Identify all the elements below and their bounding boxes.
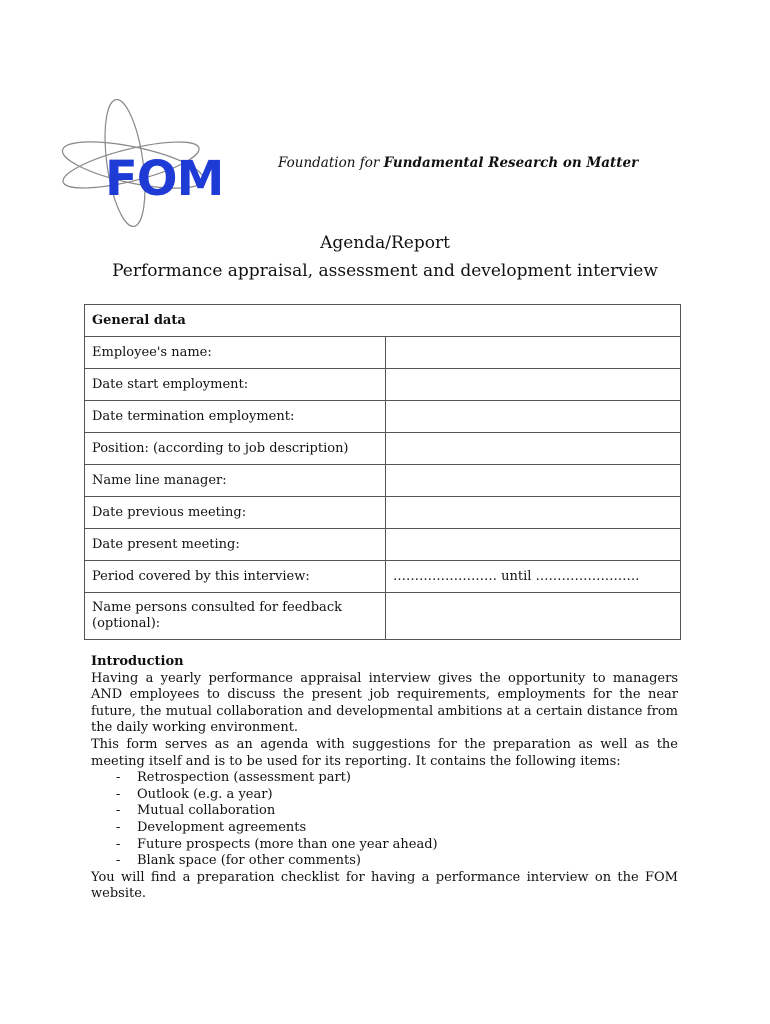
logo-text: FOM: [105, 151, 224, 207]
present-meeting-label: Date present meeting:: [85, 529, 386, 561]
document-title: Agenda/Report: [320, 233, 450, 253]
list-item-text: Retrospection (assessment part): [137, 770, 351, 786]
table-row: [85, 497, 681, 529]
present-meeting-field[interactable]: [386, 529, 681, 561]
list-item: - Mutual collaboration: [116, 803, 276, 819]
list-item-text: Outlook (e.g. a year): [137, 786, 273, 802]
feedback-persons-label: Name persons consulted for feedback (optional):: [85, 593, 386, 640]
general-data-table: [84, 304, 681, 640]
table-row: [85, 337, 681, 369]
foundation-line: [278, 155, 638, 171]
previous-meeting-label: Date previous meeting:: [85, 497, 386, 529]
position-label: Position: (according to job description): [85, 433, 386, 465]
previous-meeting-field[interactable]: [386, 497, 681, 529]
line-manager-field[interactable]: [386, 465, 681, 497]
list-item: - Development agreements: [116, 819, 307, 835]
period-covered-field[interactable]: …………………… until ……………………: [386, 561, 681, 593]
table-row: [85, 465, 681, 497]
introduction-section: [91, 654, 678, 903]
date-termination-field[interactable]: [386, 401, 681, 433]
date-start-field[interactable]: [386, 369, 681, 401]
introduction-heading: Introduction: [91, 654, 184, 669]
table-row: [85, 369, 681, 401]
list-item-text: Mutual collaboration: [137, 803, 276, 819]
list-item-text: Blank space (for other comments): [137, 853, 362, 869]
date-start-label: Date start employment:: [85, 369, 386, 401]
introduction-paragraph: Having a yearly performance appraisal interview gives the opportunity to managers AND employees to discuss the present job requirements, employments for the near future, the mutual collaboration and developmental ambitions at a certain distance from the daily working environment.: [91, 670, 678, 736]
period-covered-label: Period covered by this interview:: [85, 561, 386, 593]
foundation-prefix: Foundation for: [278, 155, 380, 171]
list-item: - Future prospects (more than one year ahead): [116, 836, 438, 852]
employee-name-field[interactable]: [386, 337, 681, 369]
feedback-persons-field[interactable]: [386, 593, 681, 640]
closing-paragraph: You will find a preparation checklist for having a performance interview on the FOM website.: [91, 869, 678, 902]
fom-logo: [55, 95, 235, 230]
table-row: [85, 433, 681, 465]
list-item-text: Development agreements: [137, 819, 307, 835]
table-row: [85, 529, 681, 561]
list-item: - Outlook (e.g. a year): [116, 786, 273, 802]
table-row: [85, 593, 681, 640]
foundation-name: Fundamental Research on Matter: [383, 155, 639, 171]
line-manager-label: Name line manager:: [85, 465, 386, 497]
list-item: - Blank space (for other comments): [116, 853, 362, 869]
general-data-heading: General data: [85, 305, 681, 337]
introduction-paragraph: This form serves as an agenda with suggestions for the preparation as well as the meeting itself and is to be used for its reporting. It contains the following items:: [91, 736, 678, 769]
list-item: - Retrospection (assessment part): [116, 770, 351, 786]
date-termination-label: Date termination employment:: [85, 401, 386, 433]
agenda-items-list: [91, 770, 678, 870]
list-item-text: Future prospects (more than one year ahead): [137, 836, 438, 852]
employee-name-label: Employee's name:: [85, 337, 386, 369]
table-row: [85, 561, 681, 593]
document-subtitle: Performance appraisal, assessment and development interview: [112, 261, 658, 281]
table-row: [85, 401, 681, 433]
position-field[interactable]: [386, 433, 681, 465]
table-header-row: [85, 305, 681, 337]
